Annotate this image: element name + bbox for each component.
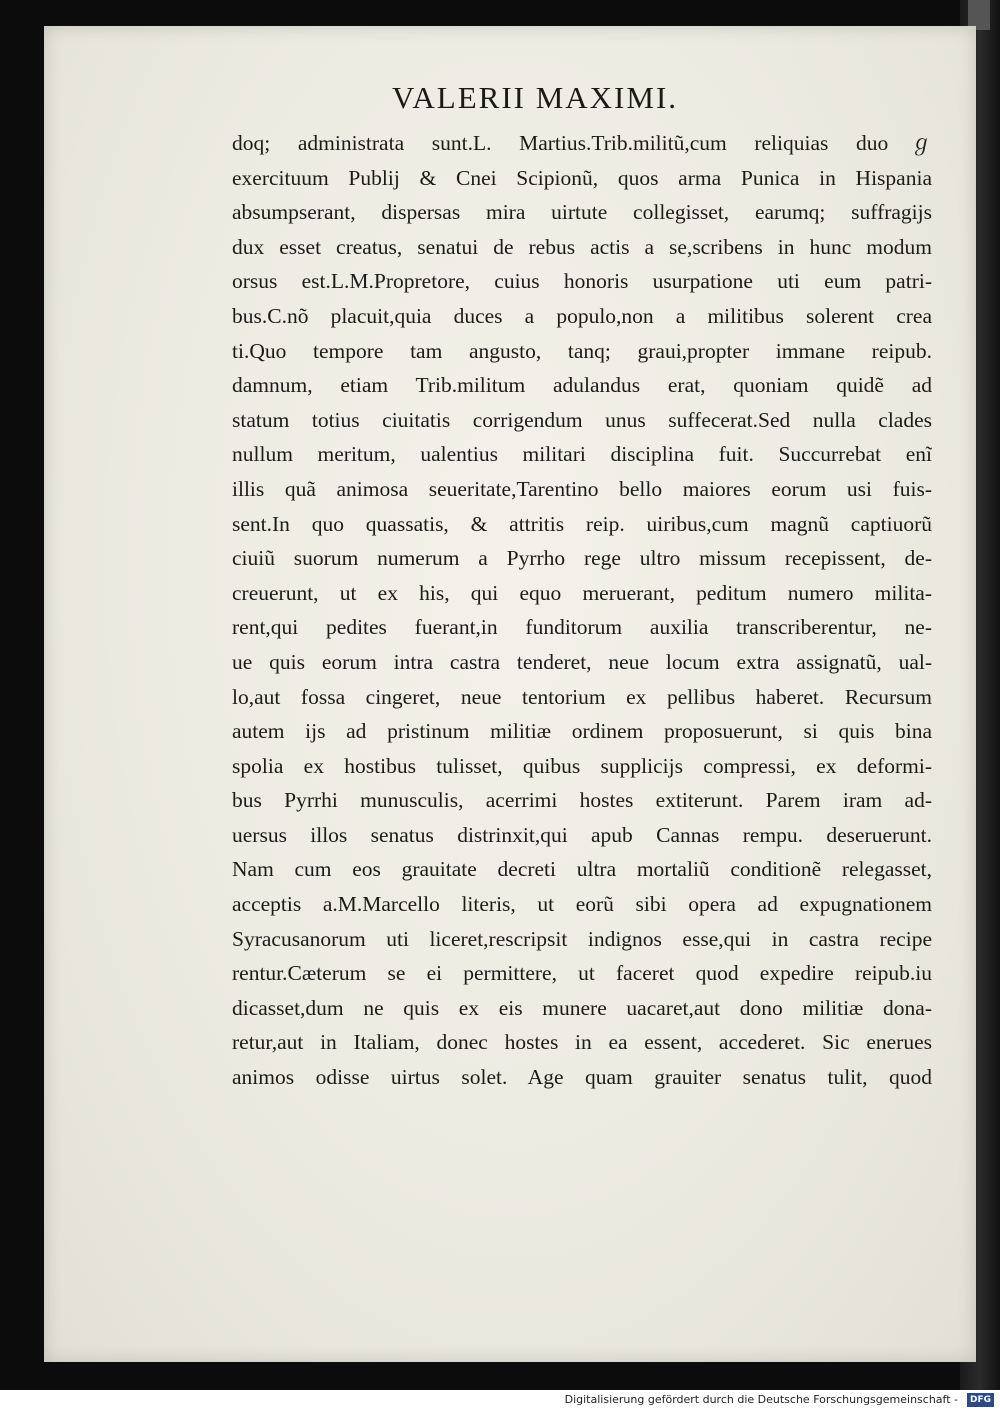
text-line: illis quã animosa seueritate,Tarentino bello maiores eorum usi fuis- [232, 476, 932, 501]
footer-bar [0, 1390, 1000, 1411]
running-head: VALERII MAXIMI. [392, 80, 679, 115]
text-line: orsus est.L.M.Propretore, cuius honoris usurpatione uti eum patri- [232, 269, 932, 294]
text-line: uersus illos senatus distrinxit,qui apub Cannas rempu. deseruerunt. [232, 822, 932, 847]
text-line: ue quis eorum intra castra tenderet, neue locum extra assignatũ, ual- [232, 649, 932, 674]
text-line: statum totius ciuitatis corrigendum unus suffecerat.Sed nulla clades [232, 407, 932, 432]
text-line: ciuiũ suorum numerum a Pyrrho rege ultro missum recepissent, de- [232, 546, 932, 571]
text-line: bus.C.nõ placuit,quia duces a populo,non a militibus solerent crea [232, 303, 932, 328]
text-line: lo,aut fossa cingeret, neue tentorium ex pellibus haberet. Recursum [232, 684, 932, 709]
text-line: ti.Quo tempore tam angusto, tanq; graui,propter immane reipub. [232, 338, 932, 363]
text-line: sent.In quo quassatis, & attritis reip. uiribus,cum magnũ captiuorũ [232, 511, 932, 536]
dfg-logo: DFG [967, 1393, 994, 1407]
text-line: dicasset,dum ne quis ex eis munere uacaret,aut dono militiæ dona- [232, 995, 932, 1020]
text-line: dux esset creatus, senatui de rebus actis a se,scribens in hunc modum [232, 234, 932, 259]
text-line: exercituum Publij & Cnei Scipionũ, quos arma Punica in Hispania [232, 165, 932, 190]
text-line: creuerunt, ut ex his, qui equo meruerant, peditum numero milita- [232, 580, 932, 605]
text-line: Syracusanorum uti liceret,rescripsit indignos esse,qui in castra recipe [232, 926, 932, 951]
text-line: bus Pyrrhi munusculis, acerrimi hostes extiterunt. Parem iram ad- [232, 788, 932, 813]
text-line: retur,aut in Italiam, donec hostes in ea essent, accederet. Sic enerues [232, 1030, 932, 1055]
text-line: autem ijs ad pristinum militiæ ordinem proposuerunt, si quis bina [232, 719, 932, 744]
text-line: absumpserant, dispersas mira uirtute collegisset, earumq; suffragijs [232, 200, 932, 225]
text-line: doq; administrata sunt.L. Martius.Trib.militũ,cum reliquias duoℊ [232, 131, 932, 155]
text-line: animos odisse uirtus solet. Age quam grauiter senatus tulit, quod [232, 1065, 932, 1090]
text-line: rentur.Cæterum se ei permittere, ut faceret quod expedire reipub.iu [232, 961, 932, 986]
text-line: Nam cum eos grauitate decreti ultra mortaliũ conditionẽ relegasset, [232, 857, 932, 882]
text-line: damnum, etiam Trib.militum adulandus erat, quoniam quidẽ ad [232, 373, 932, 398]
footer-credit: Digitalisierung gefördert durch die Deutsche Forschungsgemeinschaft - [564, 1393, 958, 1406]
text-line: spolia ex hostibus tulisset, quibus supplicijs compressi, ex deformi- [232, 753, 932, 778]
body-text [232, 126, 932, 1095]
text-line: nullum meritum, ualentius militari disciplina fuit. Succurrebat enĩ [232, 442, 932, 467]
text-line: acceptis a.M.Marcello literis, ut eorũ sibi opera ad expugnationem [232, 892, 932, 917]
text-line: rent,qui pedites fuerant,in funditorum auxilia transcriberentur, ne- [232, 615, 932, 640]
